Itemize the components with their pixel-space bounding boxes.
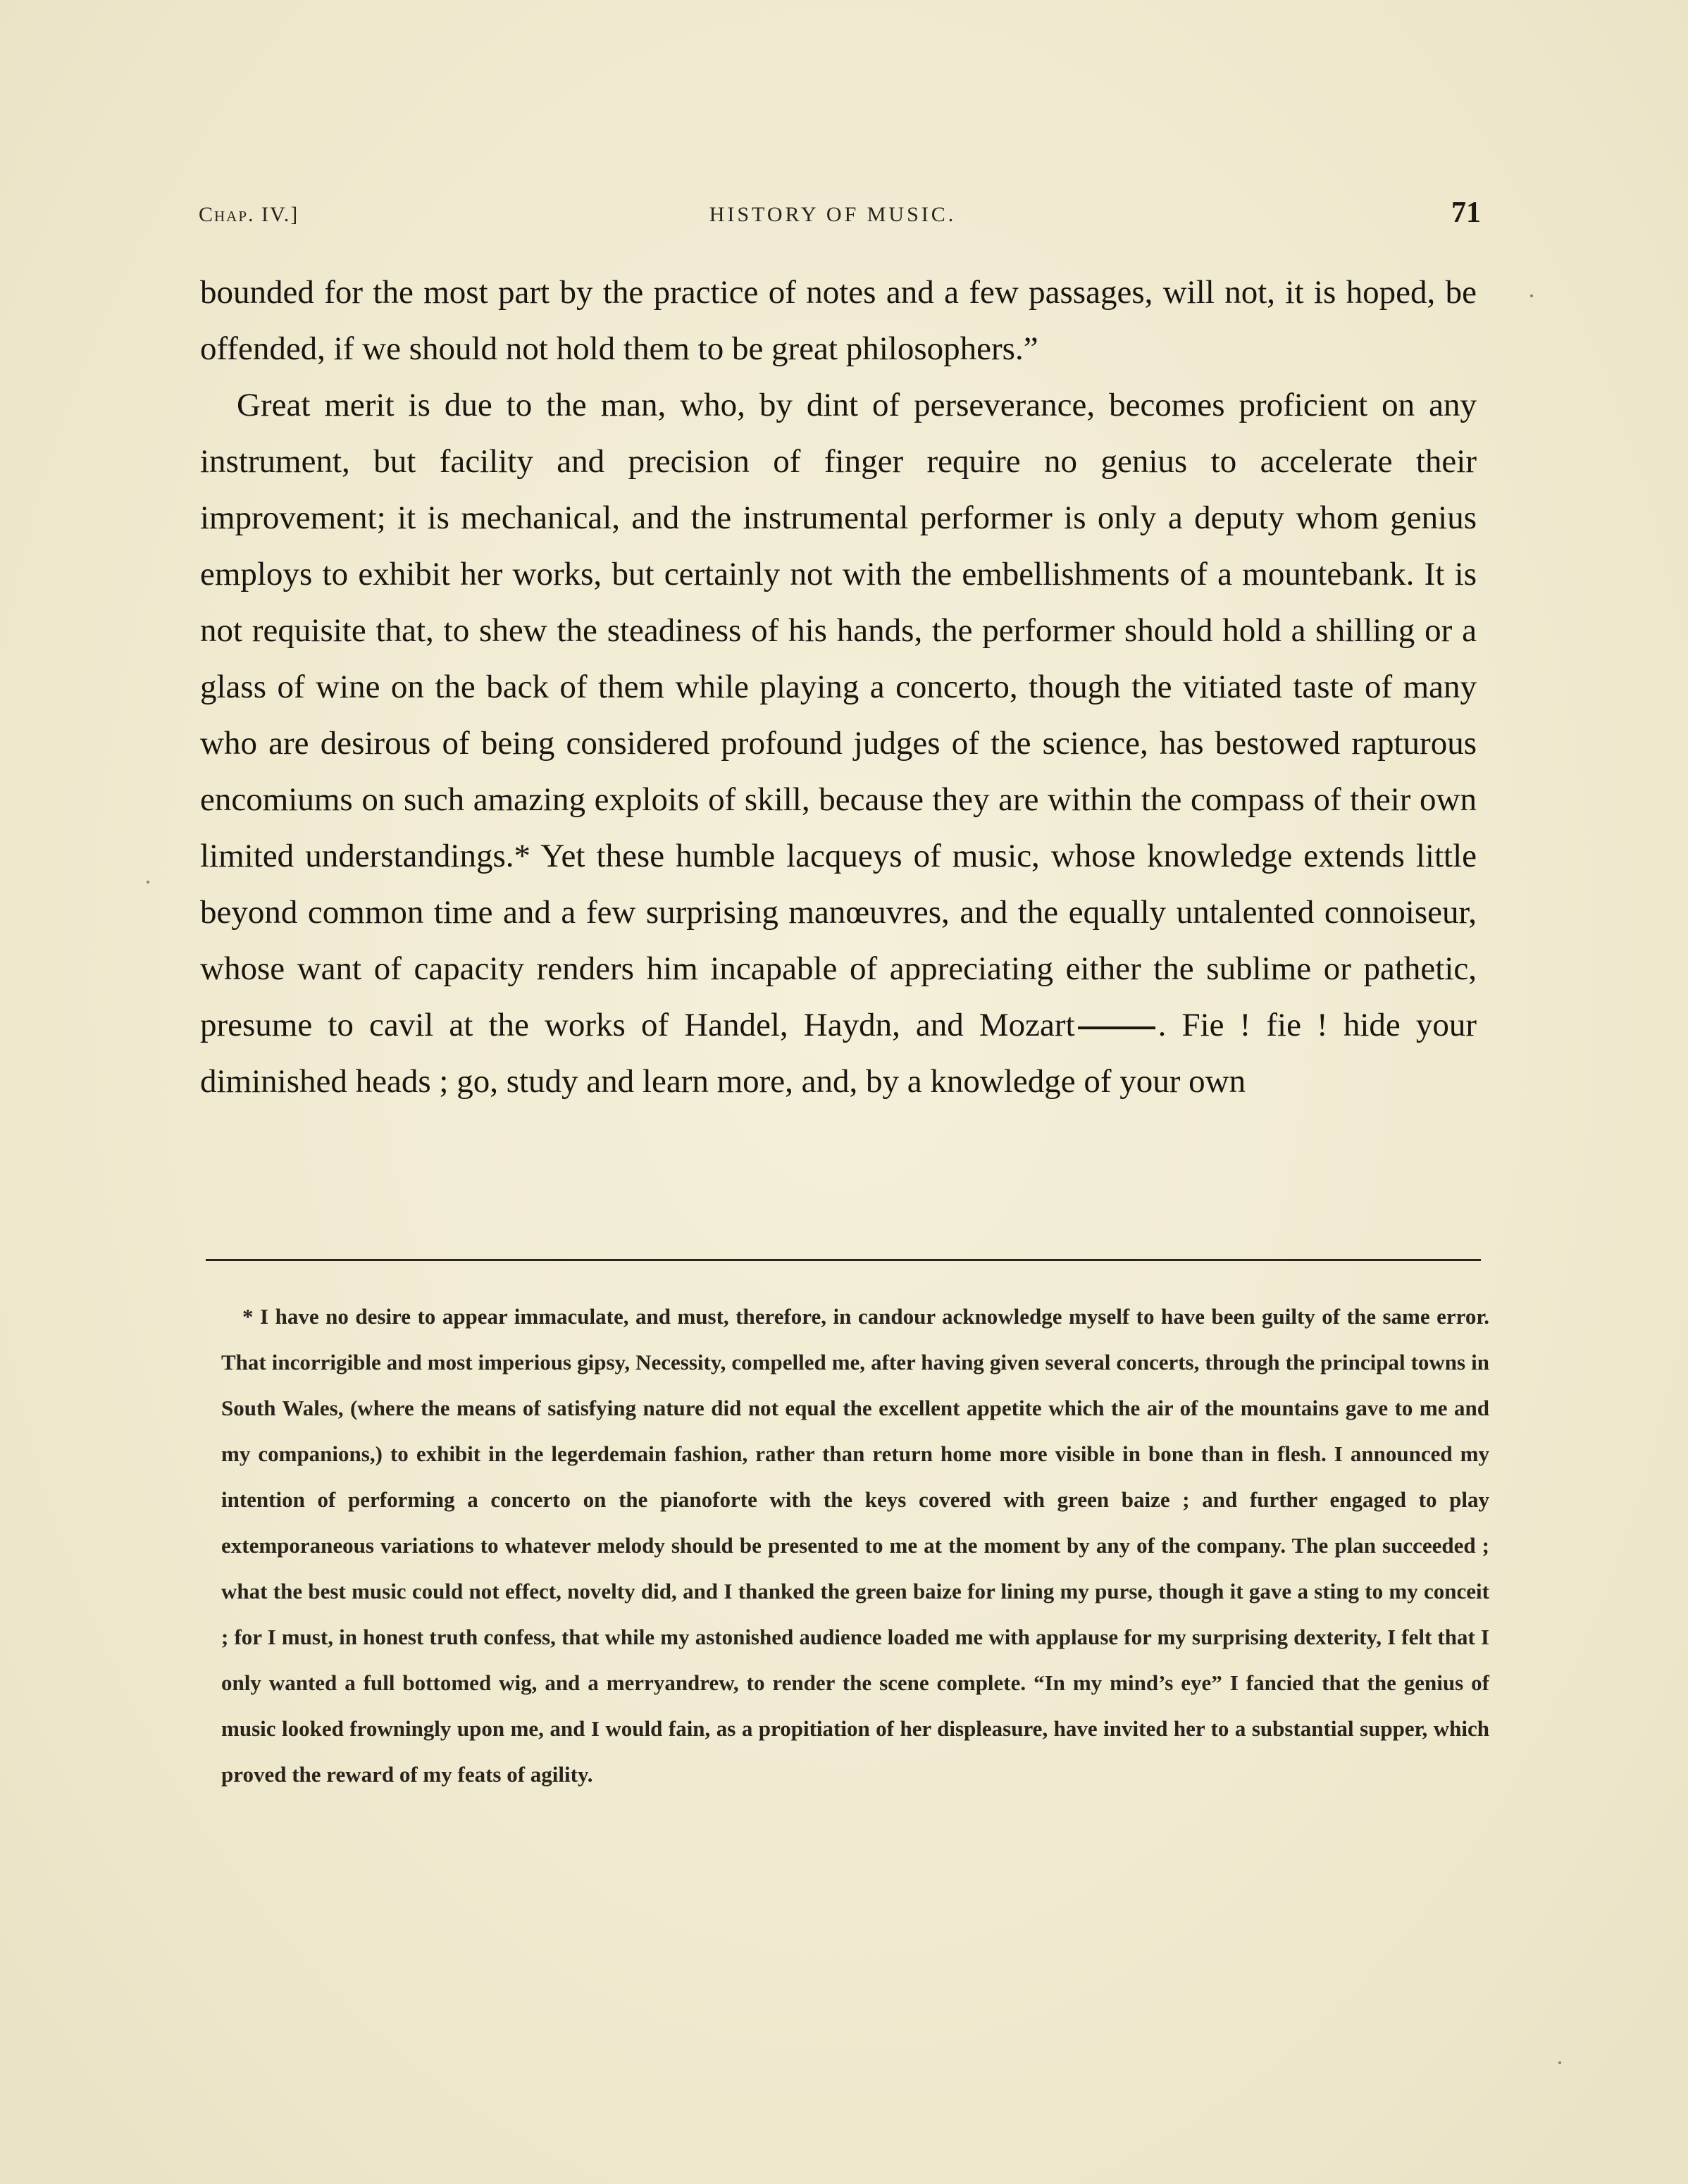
running-head [199, 197, 1481, 234]
footnote-rule [206, 1259, 1481, 1261]
em-dash-rule [1078, 1026, 1155, 1029]
paragraph-main [200, 377, 1477, 1110]
paragraph-continued: bounded for the most part by the practice of notes and a few passages, will not, it is hoped, be offended, if we should not hold them to be great philosophers.” [200, 274, 1477, 367]
chapter-label: Chap. IV.] [199, 203, 299, 226]
paragraph-main-text-end: . Fie ! fie ! hide your diminished heads ; go, study and learn more, and, by a knowledge of your own [200, 1007, 1477, 1100]
page-number: 71 [1451, 197, 1481, 229]
footnote-text: * I have no desire to appear immaculate, and must, therefore, in candour acknowledge myself to have been guilty of the same error. That incorrigible and most imperious gipsy, Necessity, compelled me, after having given several concerts, through the principal towns in South Wales, (where the means of satisfying nature did not equal the excellent appetite which the air of the mountains gave to me and my companions,) to exhibit in the legerdemain fashion, rather than return home more visible in bone than in flesh. I announced my intention of performing a concerto on the pianoforte with the keys covered with green baize ; and further engaged to play extemporaneous variations to whatever melody should be presented to me at the moment by any of the company. The plan succeeded ; what the best music could not effect, novelty did, and I thanked the green baize for lining my purse, though it gave a sting to my conceit ; for I must, in honest truth confess, that while my astonished audience loaded me with applause for my surprising dexterity, I felt that I only wanted a full bottomed wig, and a merryandrew, to render the scene complete. “In my mind’s eye” I fancied that the genius of music looked frowningly upon me, and I would fain, as a propitiation of her displeasure, have invited her to a substantial supper, which proved the reward of my feats of agility. [221, 1304, 1489, 1787]
paper-speck [147, 881, 149, 883]
paper-speck [1530, 294, 1533, 297]
paragraph-main-text: Great merit is due to the man, who, by dint of perseverance, becomes proficient on any instrument, but facility and precision of finger require no genius to accelerate their improvement; it is mechanical, and the instrumental performer is only a deputy whom genius employs to exhibit her works, but certainly not with the embellishments of a mountebank. It is not requisite that, to shew the steadiness of his hands, the performer should hold a shilling or a glass of wine on the back of them while playing a concerto, though the vitiated taste of many who are desirous of being considered profound judges of the science, has bestowed rapturous encomiums on such amazing exploits of skill, because they are within the compass of their own limited understandings.* Yet these humble lacqueys of music, whose knowledge extends little beyond common time and a few surprising manœuvres, and the equally untalented connoiseur, whose want of capacity renders him incapable of appreciating either the sublime or pathetic, presume to cavil at the works of Handel, Haydn, and Mozart [200, 387, 1477, 1043]
running-title: HISTORY OF MUSIC. [709, 203, 957, 226]
body-text [200, 264, 1477, 1110]
paper-speck [1558, 2061, 1561, 2064]
footnote [221, 1293, 1489, 1797]
